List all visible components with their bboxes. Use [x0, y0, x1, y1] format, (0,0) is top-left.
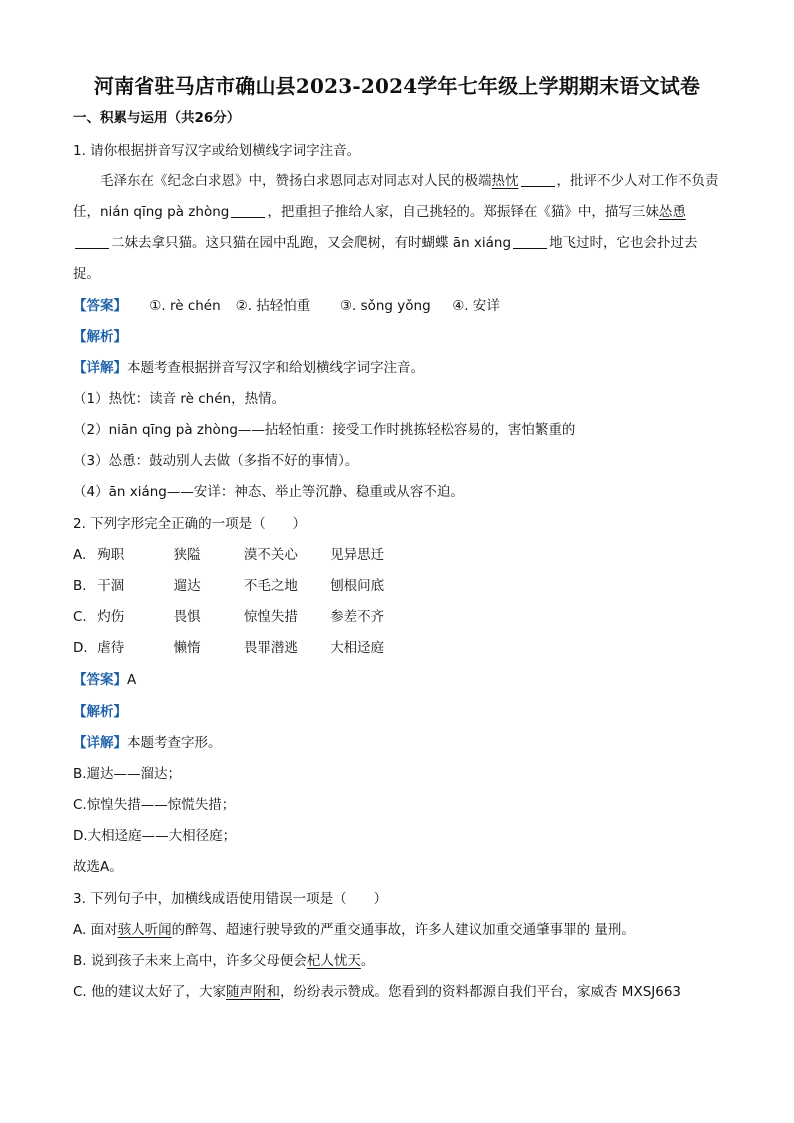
underlined-word-songyong: 怂恿 — [658, 204, 686, 220]
answer-item: ④. 安详 — [452, 298, 500, 314]
answer-blank — [521, 172, 555, 187]
q3-option-b: B. 说到孩子未来上高中，许多父母便会杞人忧天。 — [73, 953, 375, 969]
section-heading: 一、积累与运用（共26分） — [73, 110, 241, 126]
underlined-word-rechen: 热忱 — [491, 173, 519, 189]
answer-blank — [231, 203, 265, 218]
analysis-label: 【解析】 — [73, 704, 127, 720]
detail-line: D.大相迳庭——大相径庭； — [73, 828, 237, 844]
question-2-answer: 【答案】A — [73, 672, 137, 688]
underlined-idiom: 骇人听闻 — [117, 922, 172, 938]
detail-line: （3）怂恿：鼓动别人去做（多指不好的事情）。 — [73, 453, 359, 469]
analysis-label: 【解析】 — [73, 329, 127, 345]
conclusion-line: 故选A。 — [73, 859, 123, 875]
detail-line: （4）ān xiáng——安详：神态、举止等沉静、稳重或从容不迫。 — [73, 484, 464, 500]
detail-line: C.惊惶失措——惊慌失措； — [73, 797, 236, 813]
detail-line: 【详解】本题考查字形。 — [73, 735, 222, 751]
question-1-stem: 1. 请你根据拼音写汉字或给划横线字词字注音。 — [73, 143, 361, 159]
option-c: C. 灼伤 畏惧 惊惶失措 参差不齐 — [73, 609, 385, 625]
answer-blank — [75, 234, 109, 249]
question-1-passage: 毛泽东在《纪念白求恩》中，赞扬白求恩同志对同志对人民的极端热忱 ，批评不少人对工作不负责任，nián qīng pà zhòng ，把重担子推给人家，自己挑轻的。郑振铎在《猫》中，描写三妹怂恿二妹去拿只猫。这只猫在园中乱跑，又会爬树，有时蝴蝶 ān xiáng 地飞过时，它也会扑过去捉。 — [73, 173, 719, 282]
q3-option-a: A. 面对骇人听闻的醉驾、超速行驶导致的严重交通事故，许多人建议加重交通肇事罪的 量刑。 — [73, 922, 635, 938]
answer-item: ③. sǒng yǒng — [339, 298, 431, 314]
page-title: 河南省驻马店市确山县2023-2024学年七年级上学期期末语文试卷 — [93, 74, 701, 98]
detail-label: 【详解】 — [73, 735, 127, 751]
q3-option-c: C. 他的建议太好了，大家随声附和，纷纷表示赞成。您看到的资料都源自我们平台，家威杏 MXSJ663 — [73, 984, 682, 1000]
question-2-stem: 2. 下列字形完全正确的一项是（ ） — [73, 516, 307, 532]
question-3-stem: 3. 下列句子中，加横线成语使用错误一项是（ ） — [73, 891, 388, 907]
answer-label: 【答案】 — [73, 672, 127, 688]
detail-line: 【详解】本题考查根据拼音写汉字和给划横线字词字注音。 — [73, 360, 424, 376]
question-1-answer — [73, 296, 500, 316]
option-a: A. 殉职 狭隘 漠不关心 见异思迁 — [73, 547, 385, 563]
option-d: D. 虐待 懒惰 畏罪潜逃 大相迳庭 — [73, 640, 385, 656]
detail-line: （1）热忱：读音 rè chén，热情。 — [73, 391, 286, 407]
answer-item: ②. 拈轻怕重 — [235, 298, 311, 314]
answer-label: 【答案】 — [73, 298, 127, 314]
detail-label: 【详解】 — [73, 360, 127, 376]
answer-item: ①. rè chén — [149, 298, 221, 314]
detail-line: B.遛达——溜达； — [73, 766, 182, 782]
underlined-idiom: 杞人忧天 — [306, 953, 361, 969]
underlined-idiom: 随声附和 — [226, 984, 281, 1000]
detail-line: （2）niān qīng pà zhòng——拈轻怕重：接受工作时挑拣轻松容易的，害怕繁重的 — [73, 422, 576, 438]
answer-blank — [513, 234, 547, 249]
option-b: B. 干涸 遛达 不毛之地 刨根问底 — [73, 578, 385, 594]
